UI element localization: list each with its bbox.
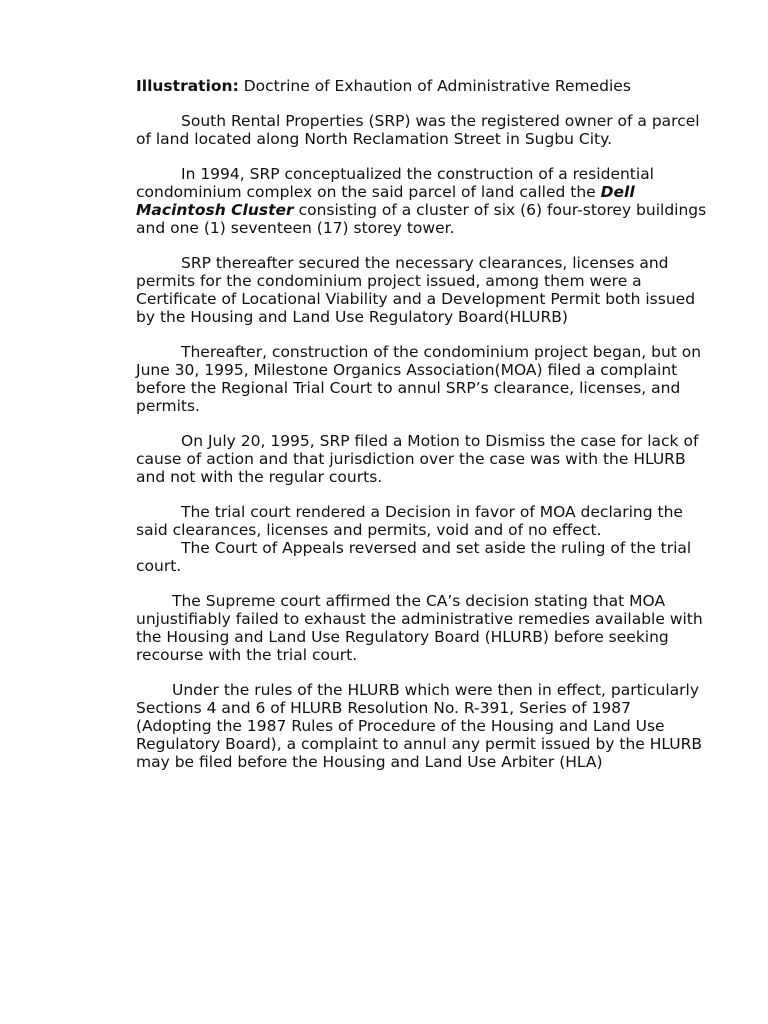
heading-title: Doctrine of Exhaution of Administrative Remedies: [238, 77, 631, 95]
paragraph-5: On July 20, 1995, SRP filed a Motion to Dismiss the case for lack of cause of action and that jurisdiction over the case was with the HLURB and not with the regular courts.: [136, 432, 699, 486]
document-heading: [136, 77, 708, 95]
paragraph-2: [136, 165, 708, 237]
paragraph-1: South Rental Properties (SRP) was the registered owner of a parcel of land located along North Reclamation Street in Sugbu City.: [136, 112, 700, 148]
heading-label: Illustration:: [136, 77, 239, 95]
paragraph-4: Thereafter, construction of the condominium project began, but on June 30, 1995, Milestone Organics Association(MOA) filed a complaint before the Regional Trial Court to annul SRP’s clearance, licenses, and permits.: [136, 343, 702, 415]
paragraph-3: SRP thereafter secured the necessary clearances, licenses and permits for the condominium project issued, among them were a Certificate of Locational Viability and a Development Permit both issued by the Housing and Land Use Regulatory Board(HLURB): [136, 254, 696, 326]
paragraph-6: The trial court rendered a Decision in favor of MOA declaring the said clearances, licenses and permits, void and of no effect.: [136, 503, 683, 539]
paragraph-2-after: consisting of a cluster of six (6) four-storey buildings and one (1) seventeen (17) storey tower.: [136, 201, 707, 237]
paragraph-9: Under the rules of the HLURB which were then in effect, particularly Sections 4 and 6 of HLURB Resolution No. R-391, Series of 1987 (Adopting the 1987 Rules of Procedure of the Housing and Land Use Regulatory Board), a complaint to annul any permit issued by the HLURB may be filed before the Housing and Land Use Arbiter (HLA): [136, 681, 703, 771]
paragraph-2-before: In 1994, SRP conceptualized the construction of a residential condominium complex on the said parcel of land called the: [136, 165, 654, 201]
paragraph-8: The Supreme court affirmed the CA’s decision stating that MOA unjustifiably failed to exhaust the administrative remedies available with the Housing and Land Use Regulatory Board (HLURB) before seeking recourse with the trial court.: [136, 592, 703, 664]
project-name-emphasis: Dell Macintosh Cluster: [136, 183, 635, 219]
paragraph-7: The Court of Appeals reversed and set aside the ruling of the trial court.: [136, 539, 692, 575]
